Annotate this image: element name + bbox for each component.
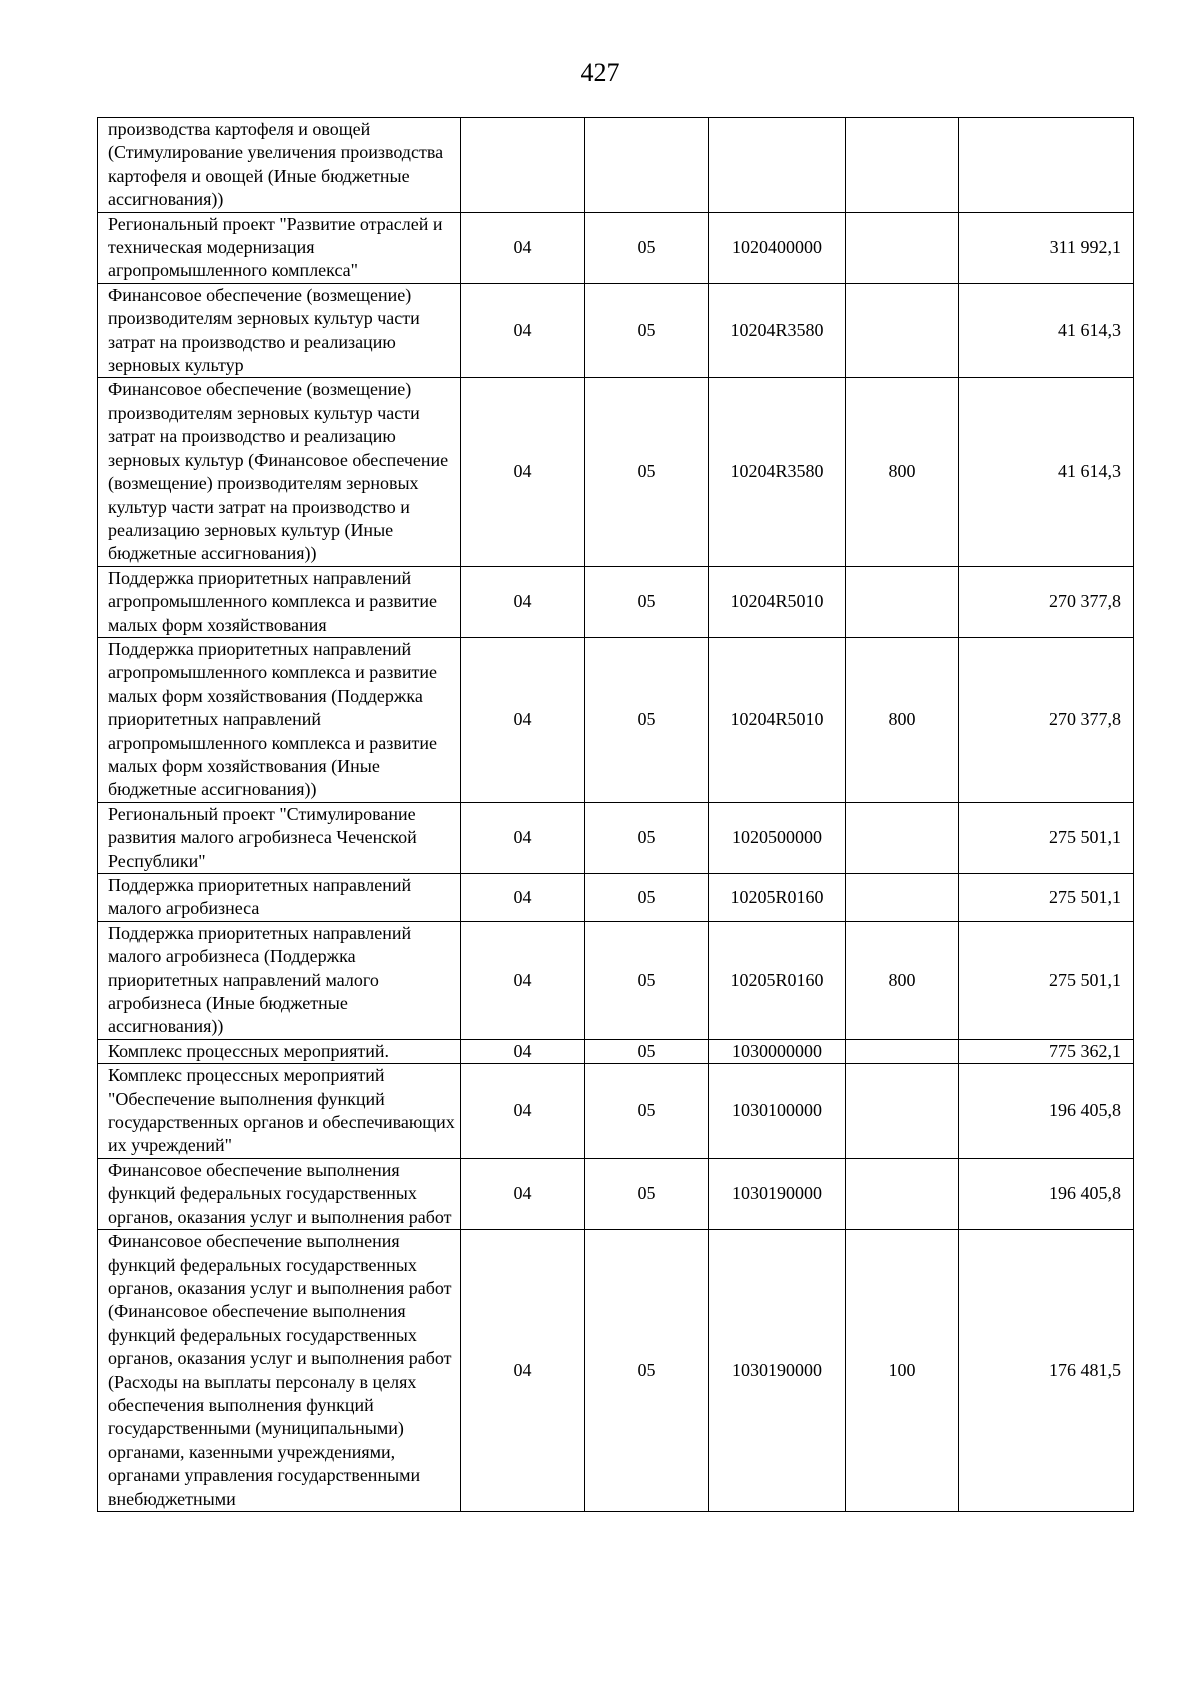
cell-section: 04 (461, 1039, 585, 1063)
table-row (98, 921, 1134, 1039)
cell-name: Поддержка приоритетных направлений агропромышленного комплекса и развитие малых форм хозяйствования (98, 566, 461, 637)
cell-subsection: 05 (585, 637, 709, 802)
table-row (98, 378, 1134, 566)
cell-subsection: 05 (585, 283, 709, 378)
cell-expense-type (846, 118, 959, 213)
cell-name: Региональный проект "Стимулирование развития малого агробизнеса Чеченской Республики" (98, 802, 461, 873)
cell-subsection: 05 (585, 802, 709, 873)
cell-section: 04 (461, 1158, 585, 1229)
table-row (98, 118, 1134, 213)
cell-target-article: 10205R0160 (709, 874, 846, 922)
cell-name: Комплекс процессных мероприятий. (98, 1039, 461, 1063)
cell-amount: 196 405,8 (959, 1158, 1134, 1229)
cell-amount: 270 377,8 (959, 566, 1134, 637)
table-row (98, 1064, 1134, 1159)
cell-amount: 196 405,8 (959, 1064, 1134, 1159)
cell-target-article: 1020400000 (709, 212, 846, 283)
cell-expense-type: 800 (846, 378, 959, 566)
cell-subsection: 05 (585, 566, 709, 637)
cell-subsection: 05 (585, 1230, 709, 1512)
cell-section: 04 (461, 637, 585, 802)
cell-subsection: 05 (585, 1064, 709, 1159)
cell-target-article (709, 118, 846, 213)
cell-amount: 275 501,1 (959, 874, 1134, 922)
cell-subsection: 05 (585, 1158, 709, 1229)
cell-subsection (585, 118, 709, 213)
cell-expense-type (846, 212, 959, 283)
cell-target-article: 10204R3580 (709, 283, 846, 378)
cell-expense-type (846, 1064, 959, 1159)
cell-expense-type (846, 566, 959, 637)
cell-expense-type (846, 874, 959, 922)
table-row (98, 637, 1134, 802)
cell-expense-type: 100 (846, 1230, 959, 1512)
cell-name: производства картофеля и овощей (Стимулирование увеличения производства картофеля и овощей (Иные бюджетные ассигнования)) (98, 118, 461, 213)
cell-amount: 41 614,3 (959, 378, 1134, 566)
cell-section: 04 (461, 802, 585, 873)
cell-section: 04 (461, 212, 585, 283)
cell-name: Финансовое обеспечение выполнения функций федеральных государственных органов, оказания услуг и выполнения работ (Финансовое обеспечение выполнения функций федеральных государственных органов, оказания услуг и выполнения работ (Расходы на выплаты персоналу в целях обеспечения выполнения функций государственными (муниципальными) органами, казенными учреждениями, органами управления государственными внебюджетными (98, 1230, 461, 1512)
cell-section: 04 (461, 1230, 585, 1512)
cell-target-article: 1030100000 (709, 1064, 846, 1159)
cell-section: 04 (461, 921, 585, 1039)
cell-name: Поддержка приоритетных направлений малого агробизнеса (98, 874, 461, 922)
cell-target-article: 1020500000 (709, 802, 846, 873)
cell-subsection: 05 (585, 874, 709, 922)
cell-section: 04 (461, 283, 585, 378)
cell-amount: 275 501,1 (959, 802, 1134, 873)
cell-subsection: 05 (585, 1039, 709, 1063)
cell-name: Комплекс процессных мероприятий "Обеспечение выполнения функций государственных органов и обеспечивающих их учреждений" (98, 1064, 461, 1159)
table-row (98, 874, 1134, 922)
cell-amount: 41 614,3 (959, 283, 1134, 378)
cell-subsection: 05 (585, 921, 709, 1039)
cell-section: 04 (461, 1064, 585, 1159)
table-row (98, 1158, 1134, 1229)
table-row (98, 1039, 1134, 1063)
page-number: 427 (580, 58, 620, 87)
budget-table-body (98, 118, 1134, 1512)
cell-target-article: 10204R5010 (709, 637, 846, 802)
cell-target-article: 1030190000 (709, 1158, 846, 1229)
cell-target-article: 10204R3580 (709, 378, 846, 566)
cell-expense-type (846, 283, 959, 378)
cell-target-article: 10204R5010 (709, 566, 846, 637)
cell-expense-type (846, 1158, 959, 1229)
cell-target-article: 1030000000 (709, 1039, 846, 1063)
budget-table (97, 117, 1134, 1512)
cell-expense-type (846, 1039, 959, 1063)
cell-section: 04 (461, 874, 585, 922)
cell-amount: 176 481,5 (959, 1230, 1134, 1512)
table-row (98, 566, 1134, 637)
cell-target-article: 1030190000 (709, 1230, 846, 1512)
cell-name: Поддержка приоритетных направлений агропромышленного комплекса и развитие малых форм хозяйствования (Поддержка приоритетных направлений агропромышленного комплекса и развитие малых форм хозяйствования (Иные бюджетные ассигнования)) (98, 637, 461, 802)
cell-section: 04 (461, 378, 585, 566)
cell-expense-type: 800 (846, 921, 959, 1039)
cell-name: Финансовое обеспечение (возмещение) производителям зерновых культур части затрат на производство и реализацию зерновых культур (98, 283, 461, 378)
cell-amount: 775 362,1 (959, 1039, 1134, 1063)
cell-name: Поддержка приоритетных направлений малого агробизнеса (Поддержка приоритетных направлений малого агробизнеса (Иные бюджетные ассигнования)) (98, 921, 461, 1039)
cell-name: Региональный проект "Развитие отраслей и техническая модернизация агропромышленного комплекса" (98, 212, 461, 283)
cell-subsection: 05 (585, 378, 709, 566)
cell-amount: 275 501,1 (959, 921, 1134, 1039)
table-row (98, 283, 1134, 378)
cell-section (461, 118, 585, 213)
table-row (98, 1230, 1134, 1512)
cell-expense-type: 800 (846, 637, 959, 802)
cell-name: Финансовое обеспечение выполнения функций федеральных государственных органов, оказания услуг и выполнения работ (98, 1158, 461, 1229)
table-row (98, 802, 1134, 873)
cell-subsection: 05 (585, 212, 709, 283)
cell-name: Финансовое обеспечение (возмещение) производителям зерновых культур части затрат на производство и реализацию зерновых культур (Финансовое обеспечение (возмещение) производителям зерновых культур части затрат на производство и реализацию зерновых культур (Иные бюджетные ассигнования)) (98, 378, 461, 566)
cell-amount: 270 377,8 (959, 637, 1134, 802)
cell-section: 04 (461, 566, 585, 637)
cell-target-article: 10205R0160 (709, 921, 846, 1039)
cell-amount: 311 992,1 (959, 212, 1134, 283)
cell-amount (959, 118, 1134, 213)
table-row (98, 212, 1134, 283)
cell-expense-type (846, 802, 959, 873)
